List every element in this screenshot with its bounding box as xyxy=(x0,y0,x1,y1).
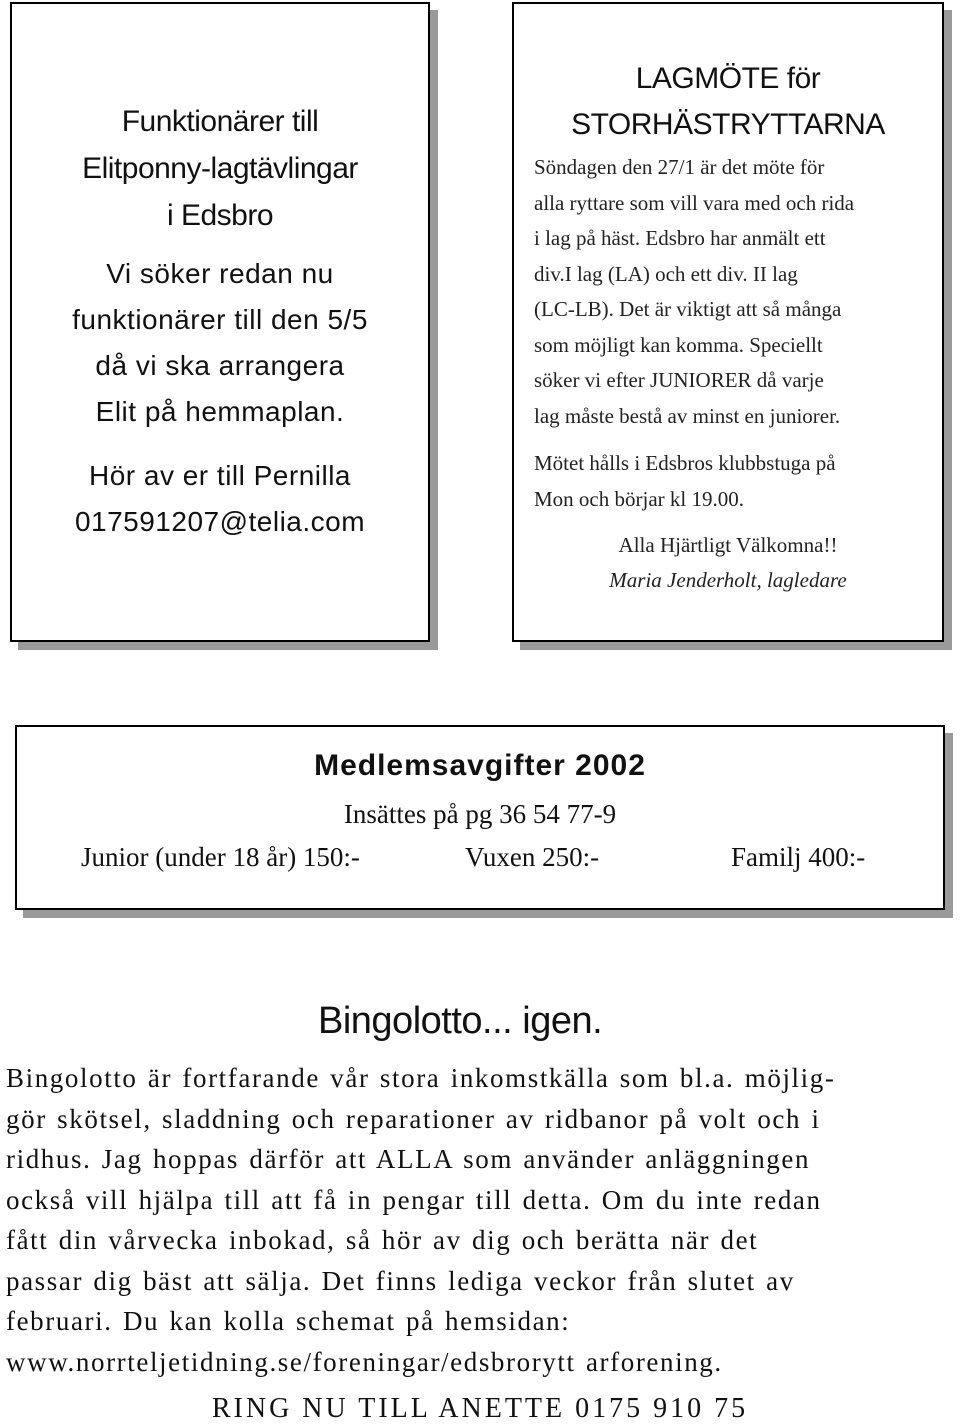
text-line: också vill hjälpa till att få in pengar till detta. Om du inte redan xyxy=(6,1184,822,1215)
text-line: som möjligt kan komma. Speciellt xyxy=(534,332,823,357)
text-line: söker vi efter JUNIORER då varje xyxy=(534,368,824,392)
text-line: div.I lag (LA) och ett div. II lag xyxy=(534,261,798,286)
welcome-text: Alla Hjärtligt Välkomna!! xyxy=(618,533,838,557)
text-line: februari. Du kan kolla schemat på hemsidan: xyxy=(6,1306,571,1336)
fee-family: Familj 400:- xyxy=(731,842,866,872)
team-meeting-text xyxy=(534,150,930,434)
text-line: ridhus. Jag hoppas därför att ALLA som använder anläggningen xyxy=(6,1144,811,1174)
membership-fees-box xyxy=(15,725,945,910)
text-line: Mötet hålls i Edsbros klubbstuga på xyxy=(534,451,836,475)
meeting-location xyxy=(534,446,930,517)
text-line: lag måste bestå av minst en juniorer. xyxy=(534,403,841,428)
text-line: alla ryttare som vill vara med och rida xyxy=(534,190,855,215)
bingolotto-heading: Bingolotto... igen. xyxy=(318,1000,603,1042)
fee-junior: Junior (under 18 år) 150:- xyxy=(81,842,360,872)
contact-line: Hör av er till Pernilla xyxy=(88,460,352,491)
officials-contact xyxy=(12,453,428,545)
title-line: LAGMÖTE för xyxy=(635,62,821,95)
payment-info: Insättes på pg 36 54 77-9 xyxy=(343,799,617,829)
body-line: Vi söker redan nu xyxy=(106,258,334,289)
contact-email[interactable]: 017591207@telia.com xyxy=(74,506,366,537)
signature: Maria Jenderholt, lagledare xyxy=(609,568,847,592)
fee-adult: Vuxen 250:- xyxy=(465,842,600,872)
bingolotto-text xyxy=(6,1058,952,1382)
text-line: Mon och börjar kl 19.00. xyxy=(534,486,744,511)
title-line: Elitponny-lagtävlingar xyxy=(82,152,358,185)
text-line: gör skötsel, sladdning och reparationer av ridbanor på volt och i xyxy=(6,1103,821,1134)
officials-notice-box xyxy=(10,2,430,642)
officials-notice-body xyxy=(12,251,428,435)
title-line: i Edsbro xyxy=(166,199,274,232)
body-line: funktionärer till den 5/5 xyxy=(72,304,368,335)
officials-notice-title xyxy=(12,98,428,239)
team-meeting-title xyxy=(514,56,942,148)
body-line: Elit på hemmaplan. xyxy=(95,396,345,427)
text-line: passar dig bäst att sälja. Det finns lediga veckor från slutet av xyxy=(6,1265,795,1296)
text-line: Bingolotto är fortfarande vår stora inkomstkälla som bl.a. möjlig- xyxy=(6,1063,836,1093)
body-line: då vi ska arrangera xyxy=(95,350,345,381)
website-link[interactable]: www.norrteljetidning.se/foreningar/edsbrorytt arforening. xyxy=(6,1346,723,1377)
fees-title: Medlemsavgifter 2002 xyxy=(314,749,646,782)
text-line: Söndagen den 27/1 är det möte för xyxy=(534,155,825,179)
text-line: (LC-LB). Det är viktigt att så många xyxy=(534,297,842,321)
team-meeting-box xyxy=(512,2,944,642)
title-line: STORHÄSTRYTTARNA xyxy=(571,108,885,141)
title-line: Funktionärer till xyxy=(121,105,319,138)
text-line: i lag på häst. Edsbro har anmält ett xyxy=(534,226,826,250)
call-to-action: RING NU TILL ANETTE 0175 910 75 xyxy=(211,1393,749,1424)
text-line: fått din vårvecka inbokad, så hör av dig och berätta när det xyxy=(6,1225,759,1255)
